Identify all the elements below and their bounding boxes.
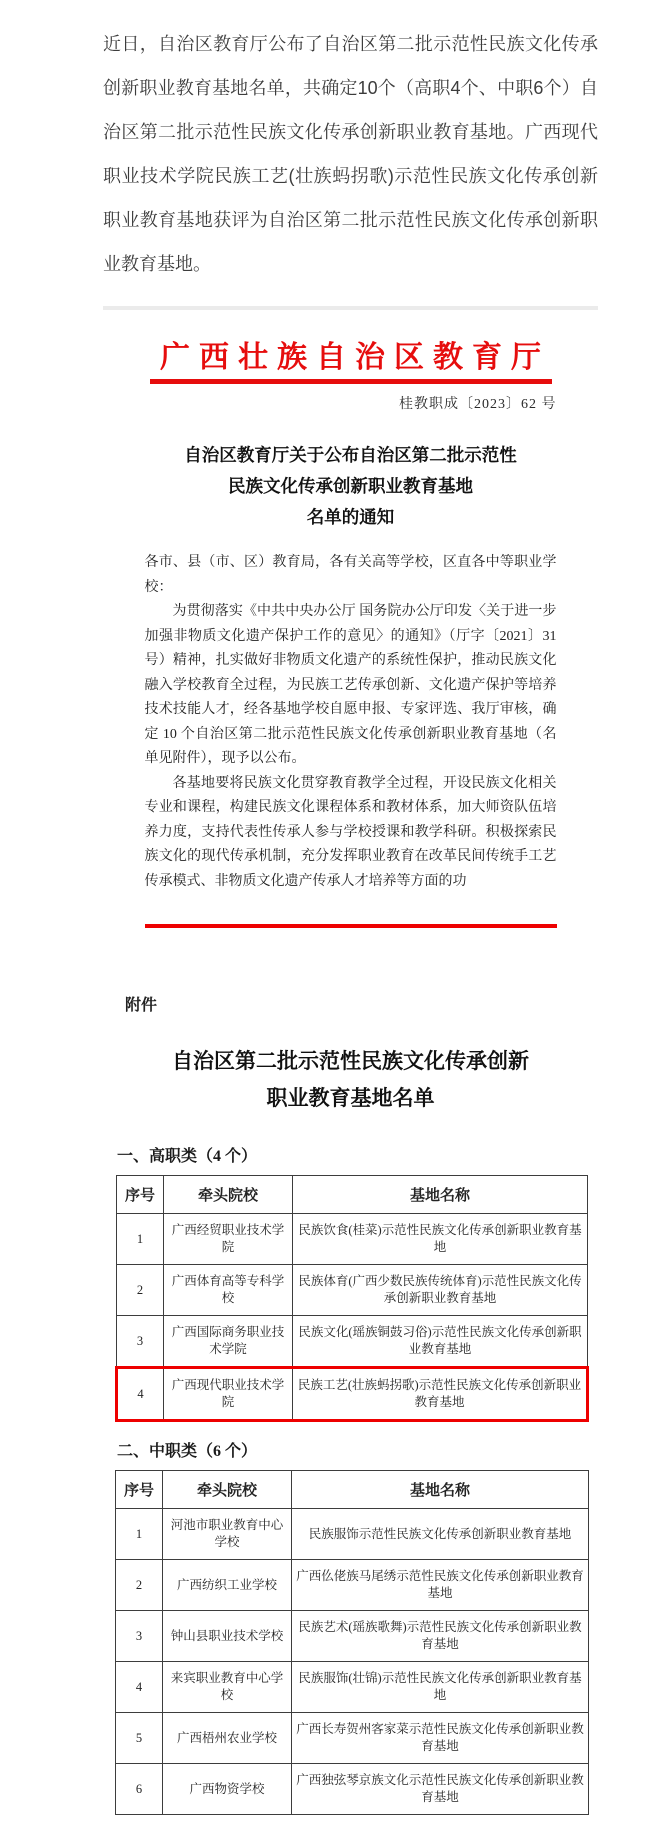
table-row xyxy=(117,1265,588,1316)
row-number: 3 xyxy=(116,1611,163,1662)
base-name: 民族工艺(壮族蚂拐歌)示范性民族文化传承创新职业教育基地 xyxy=(293,1368,588,1421)
column-header: 牵头院校 xyxy=(164,1176,293,1214)
section-heading-higher-vocational: 一、高职类（4 个） xyxy=(117,1148,258,1165)
base-name: 民族饮食(桂菜)示范性民族文化传承创新职业教育基地 xyxy=(293,1214,588,1265)
section-heading-secondary-vocational: 二、中职类（6 个） xyxy=(117,1443,258,1460)
base-name: 广西仫佬族马尾绣示范性民族文化传承创新职业教育基地 xyxy=(292,1560,589,1611)
base-name: 民族艺术(瑶族歌舞)示范性民族文化传承创新职业教育基地 xyxy=(292,1611,589,1662)
column-header: 牵头院校 xyxy=(163,1471,292,1509)
table-header-row xyxy=(116,1471,589,1509)
table-row xyxy=(116,1509,589,1560)
attachment-section xyxy=(103,992,598,1815)
official-letter xyxy=(145,332,557,928)
school-name: 广西梧州农业学校 xyxy=(163,1713,292,1764)
school-name: 广西纺织工业学校 xyxy=(163,1560,292,1611)
column-header: 序号 xyxy=(117,1176,164,1214)
base-name: 民族体育(广西少数民族传统体育)示范性民族文化传承创新职业教育基地 xyxy=(293,1265,588,1316)
table-row xyxy=(116,1713,589,1764)
gray-separator-line xyxy=(103,306,598,310)
salutation: 各市、县（市、区）教育局，各有关高等学校，区直各中等职业学校： xyxy=(144,555,557,595)
row-number: 1 xyxy=(117,1214,164,1265)
school-name: 钟山县职业技术学校 xyxy=(163,1611,292,1662)
document-body xyxy=(145,551,557,894)
body-paragraph-2: 各基地要将民族文化贯穿教育教学全过程，开设民族文化相关专业和课程，构建民族文化课程体系和教材体系，加大师资队伍培养力度，支持代表性传承人参与学校授课和教学科研。积极探索民族文化的现代传承机制，充分发挥职业教育在改革民间传统手工艺传承模式、非物质文化遗产传承人才培养等方面的功 xyxy=(144,775,557,889)
attachment-title-line2: 职业教育基地名单 xyxy=(266,1086,435,1110)
school-name: 广西体育高等专科学校 xyxy=(164,1265,293,1316)
attachment-title-line1: 自治区第二批示范性民族文化传承创新 xyxy=(172,1049,529,1073)
higher-vocational-table xyxy=(115,1175,589,1422)
attachment-title xyxy=(103,1043,598,1117)
row-number: 1 xyxy=(116,1509,163,1560)
column-header: 基地名称 xyxy=(292,1471,589,1509)
table-row xyxy=(116,1560,589,1611)
document-title-line3: 名单的通知 xyxy=(306,507,395,527)
agency-title: 广西壮族自治区教育厅 xyxy=(160,341,550,374)
attachment-label: 附件 xyxy=(125,997,158,1014)
school-name: 河池市职业教育中心学校 xyxy=(163,1509,292,1560)
document-number: 桂教职成〔2023〕62 号 xyxy=(399,397,557,412)
intro-paragraph: 近日，自治区教育厅公布了自治区第二批示范性民族文化传承创新职业教育基地名单，共确定10个（高职4个、中职6个）自治区第二批示范性民族文化传承创新职业教育基地。广西现代职业技术学院民族工艺(壮族蚂拐歌)示范性民族文化传承创新职业教育基地获评为自治区第二批示范性民族文化传承创新职业教育基地。 xyxy=(103,34,598,274)
school-name: 广西物资学校 xyxy=(163,1764,292,1815)
table-row xyxy=(117,1316,588,1368)
document-title-line1: 自治区教育厅关于公布自治区第二批示范性 xyxy=(184,445,517,465)
document-title xyxy=(145,440,557,533)
higher-vocational-group xyxy=(103,1143,598,1422)
secondary-vocational-group xyxy=(103,1438,598,1815)
table-row-highlighted xyxy=(117,1368,588,1421)
school-name: 广西现代职业技术学院 xyxy=(164,1368,293,1421)
row-number: 6 xyxy=(116,1764,163,1815)
table-row xyxy=(116,1611,589,1662)
base-name: 广西长寿贺州客家菜示范性民族文化传承创新职业教育基地 xyxy=(292,1713,589,1764)
red-double-rule-bottom xyxy=(145,924,557,928)
body-paragraph-1: 为贯彻落实《中共中央办公厅 国务院办公厅印发〈关于进一步加强非物质文化遗产保护工作的意见〉的通知》（厅字〔2021〕31 号）精神，扎实做好非物质文化遗产的系统性保护，推动民族文化融入学校教育全过程，为民族工艺传承创新、文化遗产保护等培养技术技能人才，经各基地学校自愿申报、专家评选、我厅审核，确定 10 个自治区第二批示范性民族文化传承创新职业教育基地（名单见附件），现予以公布。 xyxy=(144,604,557,766)
school-name: 广西国际商务职业技术学院 xyxy=(164,1316,293,1368)
secondary-vocational-table xyxy=(115,1470,589,1815)
base-name: 民族文化(瑶族铜鼓习俗)示范性民族文化传承创新职业教育基地 xyxy=(293,1316,588,1368)
document-title-line2: 民族文化传承创新职业教育基地 xyxy=(228,476,473,496)
row-number: 2 xyxy=(116,1560,163,1611)
row-number: 4 xyxy=(116,1662,163,1713)
column-header: 序号 xyxy=(116,1471,163,1509)
table-header-row xyxy=(117,1176,588,1214)
row-number: 3 xyxy=(117,1316,164,1368)
table-row xyxy=(117,1214,588,1265)
base-name: 民族服饰示范性民族文化传承创新职业教育基地 xyxy=(292,1509,589,1560)
base-name: 民族服饰(壮锦)示范性民族文化传承创新职业教育基地 xyxy=(292,1662,589,1713)
column-header: 基地名称 xyxy=(293,1176,588,1214)
row-number: 4 xyxy=(117,1368,164,1421)
school-name: 广西经贸职业技术学院 xyxy=(164,1214,293,1265)
row-number: 2 xyxy=(117,1265,164,1316)
table-row xyxy=(116,1662,589,1713)
red-double-rule-top xyxy=(150,379,552,384)
table-row xyxy=(116,1764,589,1815)
base-name: 广西独弦琴京族文化示范性民族文化传承创新职业教育基地 xyxy=(292,1764,589,1815)
school-name: 来宾职业教育中心学校 xyxy=(163,1662,292,1713)
row-number: 5 xyxy=(116,1713,163,1764)
